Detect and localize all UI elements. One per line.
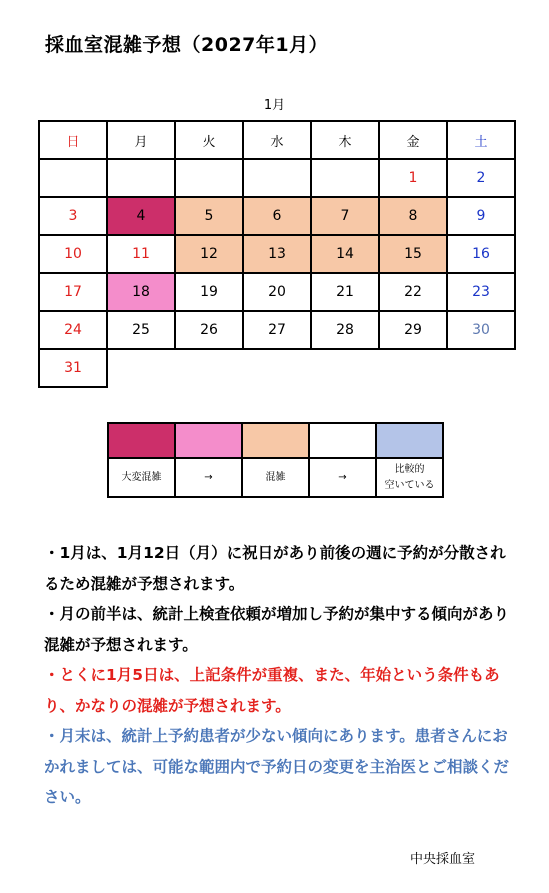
calendar-table (38, 120, 516, 388)
weekday-sun: 日 (39, 121, 107, 159)
day-cell: 30 (447, 311, 515, 349)
day-cell: 31 (39, 349, 107, 387)
week-row (39, 349, 515, 387)
legend-label-free-line1: 比較的 (394, 463, 425, 475)
day-cell-busy: 7 (311, 197, 379, 235)
legend-swatch-row (108, 423, 443, 458)
day-cell: 23 (447, 273, 515, 311)
weekday-sat: 土 (447, 121, 515, 159)
week-row (39, 273, 515, 311)
day-cell: 9 (447, 197, 515, 235)
day-cell: 19 (175, 273, 243, 311)
week-row (39, 159, 515, 197)
day-cell: 1 (379, 159, 447, 197)
day-cell: 10 (39, 235, 107, 273)
legend-swatch-free (376, 423, 443, 458)
day-cell: 21 (311, 273, 379, 311)
day-cell: 27 (243, 311, 311, 349)
weekday-wed: 水 (243, 121, 311, 159)
day-cell: 22 (379, 273, 447, 311)
day-cell-empty (311, 159, 379, 197)
day-cell-empty (107, 159, 175, 197)
day-cell-busy: 14 (311, 235, 379, 273)
day-cell-busy: 13 (243, 235, 311, 273)
day-cell-empty (175, 159, 243, 197)
legend-swatch-normal (309, 423, 376, 458)
day-cell: 17 (39, 273, 107, 311)
day-cell-busy: 12 (175, 235, 243, 273)
page-title: 採血室混雑予想（2027年1月） (45, 34, 329, 56)
note-item: ・1月は、1月12日（月）に祝日があり前後の週に予約が分散されるため混雑が予想されます。 (44, 544, 506, 593)
legend-arrow: → (175, 458, 242, 497)
weekday-tue: 火 (175, 121, 243, 159)
day-cell: 26 (175, 311, 243, 349)
legend-label-free-line2: 空いている (384, 479, 435, 491)
legend-arrow: → (309, 458, 376, 497)
note-item-warning: ・とくに1月5日は、上記条件が重複、また、年始という条件もあり、かなりの混雑が予想されます。 (44, 666, 500, 715)
note-item: ・月の前半は、統計上検査依頼が増加し予約が集中する傾向があり混雑が予想されます。 (44, 605, 510, 654)
day-cell-busy: 6 (243, 197, 311, 235)
day-cell: 25 (107, 311, 175, 349)
day-cell: 24 (39, 311, 107, 349)
day-cell-busy: 5 (175, 197, 243, 235)
week-row (39, 197, 515, 235)
legend-label-row (108, 458, 443, 497)
day-cell-somewhat-busy: 18 (107, 273, 175, 311)
day-cell: 3 (39, 197, 107, 235)
day-cell: 20 (243, 273, 311, 311)
legend-swatch-very-busy (108, 423, 175, 458)
day-cell: 28 (311, 311, 379, 349)
day-cell-busy: 15 (379, 235, 447, 273)
day-cell: 16 (447, 235, 515, 273)
day-cell: 2 (447, 159, 515, 197)
weekday-thu: 木 (311, 121, 379, 159)
note-item-advice: ・月末は、統計上予約患者が少ない傾向にあります。患者さんにおかれましては、可能な範囲内で予約日の変更を主治医とご相談ください。 (44, 727, 510, 806)
legend-label-busy: 混雑 (242, 458, 309, 497)
legend-table (107, 422, 444, 498)
weekday-fri: 金 (379, 121, 447, 159)
day-cell-empty (243, 159, 311, 197)
weekday-mon: 月 (107, 121, 175, 159)
week-row (39, 235, 515, 273)
day-cell-busy: 8 (379, 197, 447, 235)
legend-label-free (376, 458, 443, 497)
month-label: 1月 (263, 98, 286, 113)
day-cell: 29 (379, 311, 447, 349)
day-cell-empty (39, 159, 107, 197)
weekday-header-row (39, 121, 515, 159)
day-cell-very-busy: 4 (107, 197, 175, 235)
footer-department: 中央採血室 (410, 852, 476, 867)
notes (44, 538, 514, 813)
week-row (39, 311, 515, 349)
legend-swatch-somewhat-busy (175, 423, 242, 458)
legend-label-very-busy: 大変混雑 (108, 458, 175, 497)
day-cell-holiday: 11 (107, 235, 175, 273)
legend-swatch-busy (242, 423, 309, 458)
